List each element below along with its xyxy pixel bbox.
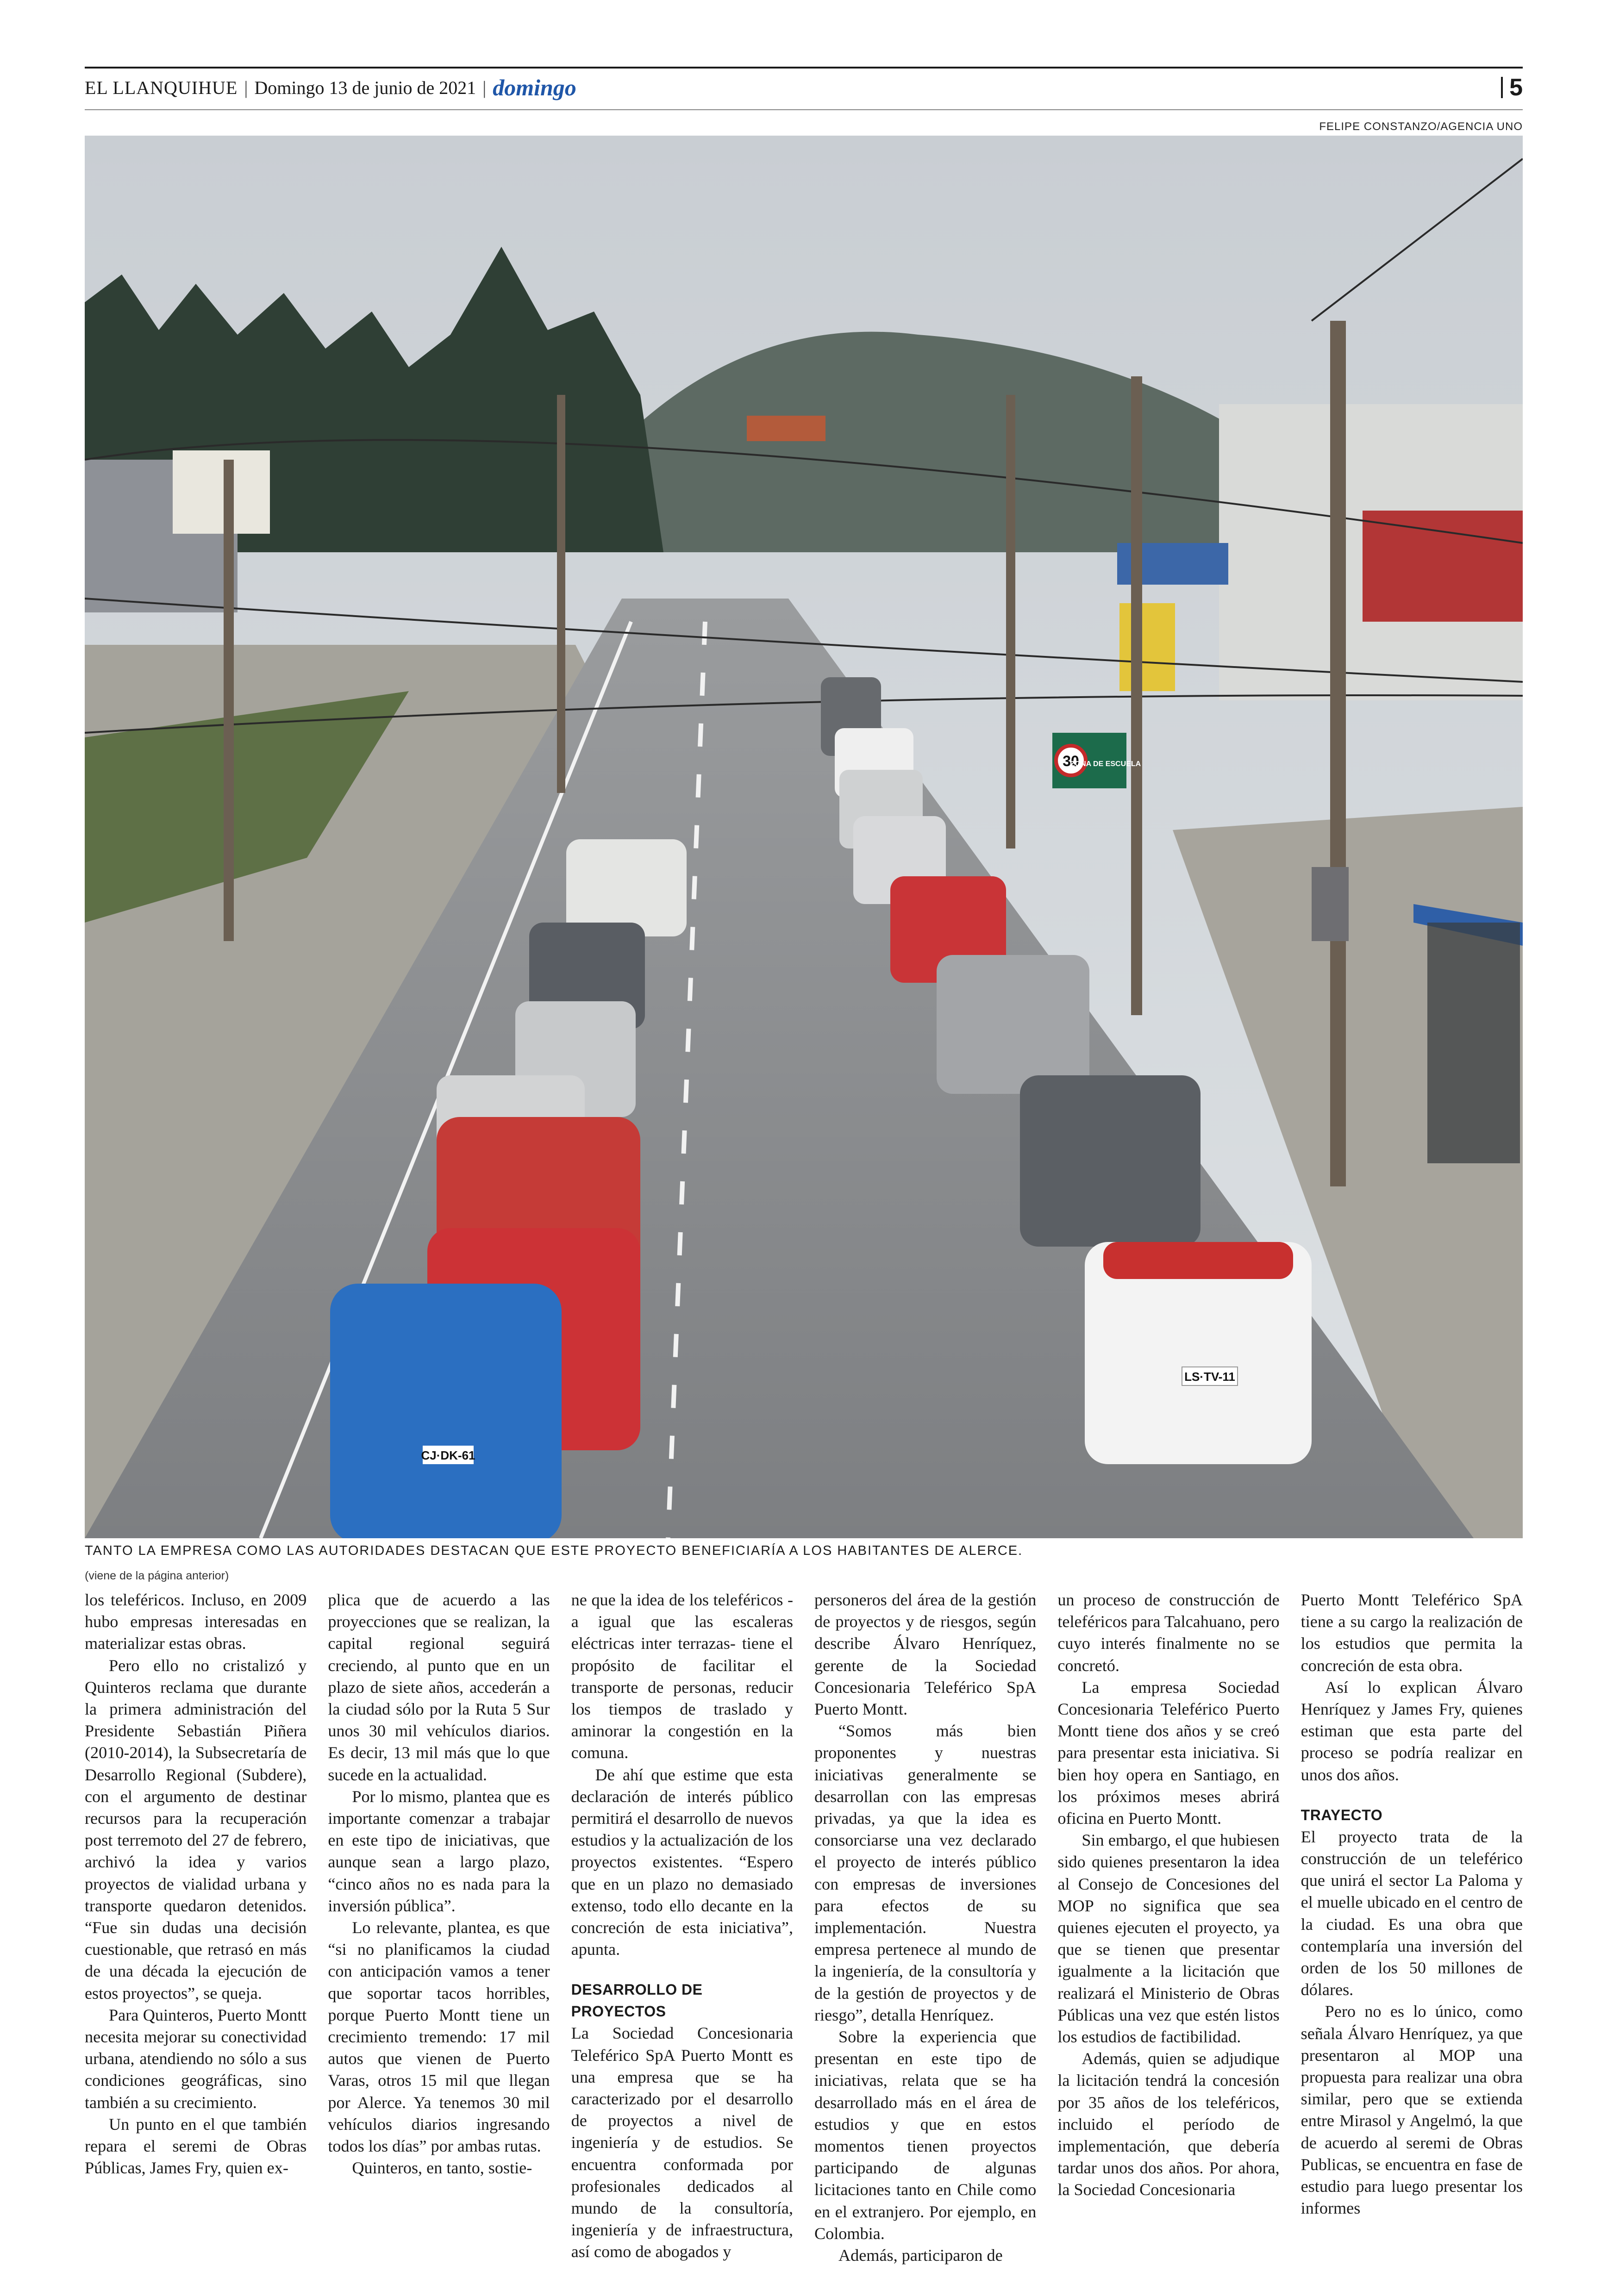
article-column-2 [328,1589,550,2270]
subheading-desarrollo: DESARROLLO DE PROYECTOS [571,1981,703,2020]
paragraph: Sobre la experiencia que presentan en este tipo de iniciativas, relata que se ha desarrollado más en el área de estudios y que en estos momentos tienen proyectos participando de algunas licitaciones tanto en Chile como en el extranjero. Por ejemplo, en Colombia. [814,2028,1037,2243]
continuation-note: (viene de la página anterior) [85,1569,229,1582]
paragraph: Lo relevante, plantea, es que “si no planificamos la ciudad con anticipación vamos a tener que soportar tacos horribles, porque Puerto Montt tiene un crecimiento tremendo: 17 mil autos que vienen de Puerto Varas, otros 15 mil que llegan por Alerce. Ya tenemos 30 mil vehículos diarios ingresando todos los días” por ambas rutas. [328,1918,550,2156]
paragraph: Además, quien se adjudique la licitación tendrá la concesión por 35 años de los teleféricos, incluido el período de implementación, que debería tardar unos dos años. Por ahora, la Sociedad Concesionaria [1057,2049,1280,2199]
section-name: domingo [493,75,576,100]
paragraph: De ahí que estime que esta declaración de interés público permitirá el desarrollo de nuevos estudios y la actualización de los proyectos existentes. “Espero que en un plazo no demasiado extenso, todo ello decante en la concreción de esta iniciativa”, apunta. [571,1765,793,1959]
paragraph: “Somos más bien proponentes y nuestras iniciativas generalmente se desarrollan con las empresas privadas, ya que la idea es consorciarse una vez declarado el proyecto de interés público con empresas de inversiones para efectos de su implementación. Nuestra empresa pertenece al mundo de la ingeniería, de la consultoría y de la gestión de proyectos y de riesgo”, detalla Henríquez. [814,1722,1037,2024]
article-column-4 [814,1589,1036,2270]
paragraph: Sin embargo, el que hubiesen sido quienes presentaron la idea al Consejo de Concesiones del MOP no significa que sea quienes ejecuten el proyecto, ya que se tienen que presentar igualmente a la licitación que realizará el Ministerio de Obras Públicas una vez que estén listos los estudios de factibilidad. [1057,1831,1280,2046]
paragraph: El proyecto trata de la construcción de un teleférico que unirá el sector La Paloma y el muelle ubicado en el centro de la ciudad. Es una obra que contemplaría una inversión del orden de los 50 millones de dólares. [1301,1827,1523,1999]
newspaper-name: EL LLANQUIHUE [85,77,238,98]
article-column-3 [571,1589,793,2270]
poster-on-pole [1312,867,1349,941]
article-column-5 [1057,1589,1279,2270]
paragraph: los teleféricos. Incluso, en 2009 hubo empresas interesadas en materializar estas obras. [85,1591,307,1653]
paragraph: plica que de acuerdo a las proyecciones que se realizan, la capital regional seguirá creciendo, al punto que en un plazo de siete años, accederán a la ciudad sólo por la Ruta 5 Sur unos 30 mil vehículos diarios. Es decir, 13 mil más que lo que sucede en la actualidad. [328,1591,550,1784]
paragraph: Un punto en el que también repara el seremi de Obras Públicas, James Fry, quien ex- [85,2115,307,2177]
license-plate-blue-car-text: CJ·DK-61 [421,1448,475,1462]
paragraph: Puerto Montt Teleférico SpA tiene a su cargo la realización de los estudios que permita la concreción de esta obra. [1301,1591,1523,1675]
paragraph: ne que la idea de los teleféricos -a igual que las escaleras eléctricas inter terrazas- tiene el propósito de facilitar el transporte de personas, reducir los tiempos de traslado y aminorar la congestión en la comuna. [571,1591,793,1762]
masthead [85,69,576,106]
page-number [1501,69,1523,106]
page-number-value: 5 [1509,74,1523,101]
subheading-trayecto: TRAYECTO [1301,1806,1383,1823]
paragraph: personeros del área de la gestión de proyectos y de riesgos, según describe Álvaro Henríquez, gerente de la Sociedad Concesionaria Teleférico SpA Puerto Montt. [814,1591,1037,1719]
license-plate-white-car-text: LS·TV-11 [1184,1370,1235,1384]
paragraph: Quinteros, en tanto, sostie- [352,2159,532,2177]
school-zone-sign-text: ZONA DE ESCUELA [1070,760,1141,768]
paragraph: La empresa Sociedad Concesionaria Teleférico Puerto Montt tiene dos años y se creó para presentar esta iniciativa. Si bien hoy opera en Santiago, en los próximos meses abrirá oficina en Puerto Montt. [1057,1678,1280,1828]
paragraph: Pero ello no cristalizó y Quinteros reclama que durante la primera administración del Presidente Sebastián Piñera (2010-2014), la Subsecretaría de Desarrollo Regional (Subdere), con el argumento de destinar recursos para la recuperación post terremoto del 27 de febrero, archivó la idea y varios proyectos de vialidad urbana y transporte quedaron detenidos. “Fue sin dudas una decisión cuestionable, que retrasó en más de una década la ejecución de estos proyectos”, se queja. [85,1656,307,2003]
page-number-bar [1501,77,1503,98]
speed-sign-value: 30 [1063,753,1079,769]
paragraph: Además, participaron de [838,2246,1003,2265]
bus-shelter [1413,904,1523,1163]
issue-date: Domingo 13 de junio de 2021 [254,77,476,98]
masthead-separator: | [244,77,248,98]
header-bottom-rule [85,109,1523,110]
street-photo [85,136,1523,1538]
masthead-separator: | [482,77,487,98]
paragraph: Así lo explican Álvaro Henríquez y James Fry, quienes estiman que esta parte del proceso se podría realizar en unos dos años. [1301,1678,1523,1784]
photo-caption: TANTO LA EMPRESA COMO LAS AUTORIDADES DESTACAN QUE ESTE PROYECTO BENEFICIARÍA A LOS HABITANTES DE ALERCE. [85,1543,1023,1558]
paragraph: un proceso de construcción de teleféricos para Talcahuano, pero cuyo interés finalmente no se concretó. [1057,1591,1280,1675]
header-top-rule [85,67,1523,69]
photo-credit: FELIPE CONSTANZO/AGENCIA UNO [1319,120,1523,133]
paragraph: Para Quinteros, Puerto Montt necesita mejorar su conectividad urbana, atendiendo no sólo a sus condiciones geográficas, sino también a su crecimiento. [85,2005,307,2112]
article-column-6 [1301,1589,1523,2270]
paragraph: La Sociedad Concesionaria Teleférico SpA Puerto Montt es una empresa que se ha caracterizado por el desarrollo de proyectos a nivel de ingeniería y de estudios. Se encuentra conformada por profesionales dedicados al mundo de la consultoría, ingeniería y de infraestructura, así como de abogados y [571,2024,793,2261]
paragraph: Por lo mismo, plantea que es importante comenzar a trabajar en este tipo de iniciativas, que aunque sean a largo plazo, “cinco años no es nada para la inversión pública”. [328,1787,550,1915]
paragraph: Pero no es lo único, como señala Álvaro Henríquez, ya que presentaron al MOP una propuesta para realizar una obra similar, pero que se extienda entre Mirasol y Angelmó, la que de acuerdo al seremi de Obras Publicas, se encuentra en fase de estudio para luego presentar los informes [1301,2002,1523,2218]
article-body [85,1589,1523,2270]
article-column-1 [85,1589,306,2270]
